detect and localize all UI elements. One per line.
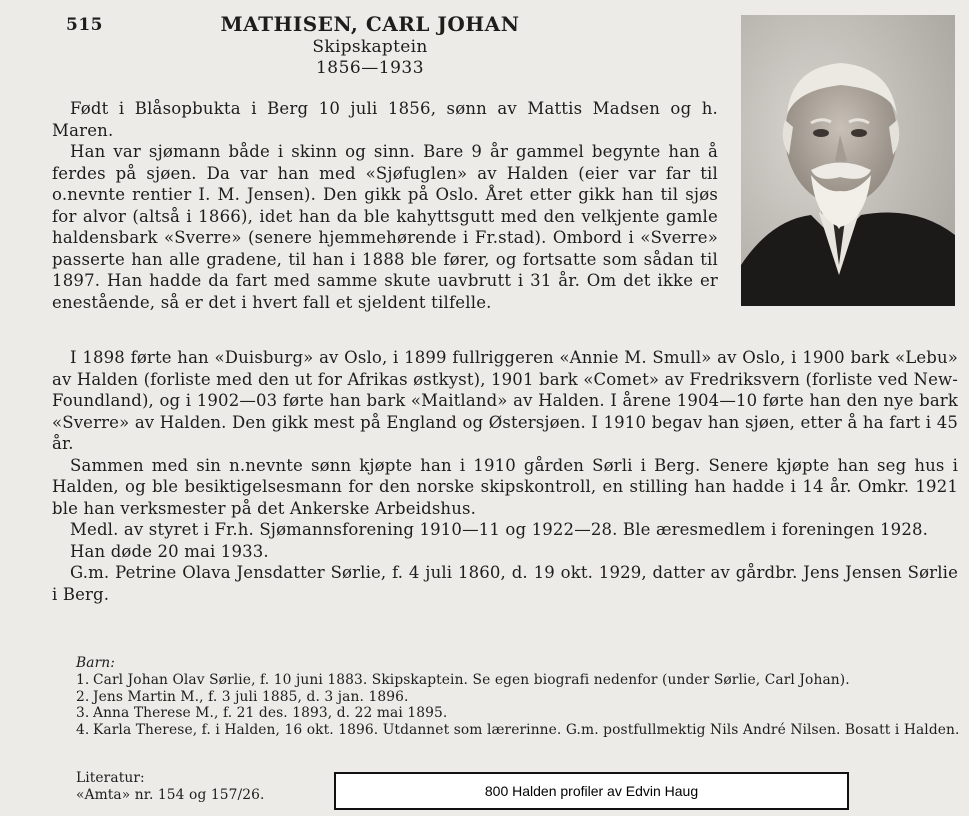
list-item [76,689,962,706]
occupation: Skipskaptein [312,37,428,57]
children-list [76,655,962,739]
paragraph-membership: Medl. av styret i Fr.h. Sjømannsforening 1910—11 og 1922—28. Ble æresmedlem i foreningen 1928. [70,520,929,539]
list-item-text: Jens Martin M., f. 3 juli 1885, d. 3 jan. 1896. [93,688,409,705]
list-item [76,722,962,739]
list-item-text: Carl Johan Olav Sørlie, f. 10 juni 1883. Skipskaptein. Se egen biografi nedenfor (under Sørlie, Carl Johan). [93,671,850,688]
list-item-number: 3. [76,705,90,722]
person-name: MATHISEN, CARL JOHAN [220,12,520,36]
biography-text-wide [52,347,958,605]
page-number: 515 [66,15,103,35]
biography-header [200,11,540,79]
paragraph-ships: I 1898 førte han «Duisburg» av Oslo, i 1899 fullriggeren «Annie M. Smull» av Oslo, i 1900 bark «Lebu» av Halden (forliste med den ut for Afrikas østkyst), 1901 bark «Comet» av Fredriksvern (forliste ved New-Foundland), og i 1902—03 førte han bark «Maitland» av Halden. I årene 1904—10 førte han den nye bark «Sverre» av Halden. Den gikk mest på England og Østersjøen. I 1910 begav han sjøen, etter å ha fart i 45 år. [52,348,958,453]
list-item-text: Anna Therese M., f. 21 des. 1893, d. 22 mai 1895. [93,705,448,722]
list-item-number: 2. [76,688,90,705]
literature-section [76,770,265,804]
children-label: Barn: [76,655,115,671]
life-years: 1856—1933 [315,58,425,78]
portrait-photo [741,15,955,306]
paragraph-marriage: G.m. Petrine Olava Jensdatter Sørlie, f. 4 juli 1860, d. 19 okt. 1929, datter av gårdbr. Jens Jensen Sørlie i Berg. [52,563,958,604]
paragraph-career: Han var sjømann både i skinn og sinn. Bare 9 år gammel begynte han å ferdes på sjøen. Da var han med «Sjøfuglen» av Halden (eier var far til o.nevnte rentier I. M. Jensen). Den gikk på Oslo. Året etter gikk han til sjøs for alvor (altså i 1866), idet han da ble kahyttsgutt med den velkjente gamle haldensbark «Sverre» (senere hjemmehørende i Fr.stad). Ombord i «Sverre» passerte han alle gradene, til han i 1888 ble fører, og fortsatte som sådan til 1897. Han hadde da fart med samme skute uavbrutt i 31 år. Om det ikke er enestående, så er det i hvert fall et sjeldent tilfelle. [52,142,718,312]
paragraph-birth: Født i Blåsopbukta i Berg 10 juli 1856, sønn av Mattis Madsen og h. Maren. [52,99,718,140]
literature-label: Literatur: [76,770,145,786]
list-item [76,705,962,722]
list-item-number: 1. [76,671,90,688]
paragraph-farm: Sammen med sin n.nevnte sønn kjøpte han i 1910 gården Sørli i Berg. Senere kjøpte han seg hus i Halden, og ble besiktigelsesmann for den norske skipskontroll, en stilling han hadde i 14 år. Omkr. 1921 ble han verksmester på det Ankerske Arbeidshus. [52,455,958,518]
source-caption [334,772,849,810]
literature-reference: «Amta» nr. 154 og 157/26. [76,787,265,803]
paragraph-death: Han døde 20 mai 1933. [70,541,269,561]
source-caption-text: 800 Halden profiler av Edvin Haug [484,783,699,799]
list-item [76,672,962,689]
biography-text-narrow [52,98,718,313]
list-item-text: Karla Therese, f. i Halden, 16 okt. 1896. Utdannet som lærerinne. G.m. postfullmektig Nils André Nilsen. Bosatt i Halden. [93,722,960,739]
portrait-photo-icon [741,15,955,306]
list-item-number: 4. [76,722,90,739]
